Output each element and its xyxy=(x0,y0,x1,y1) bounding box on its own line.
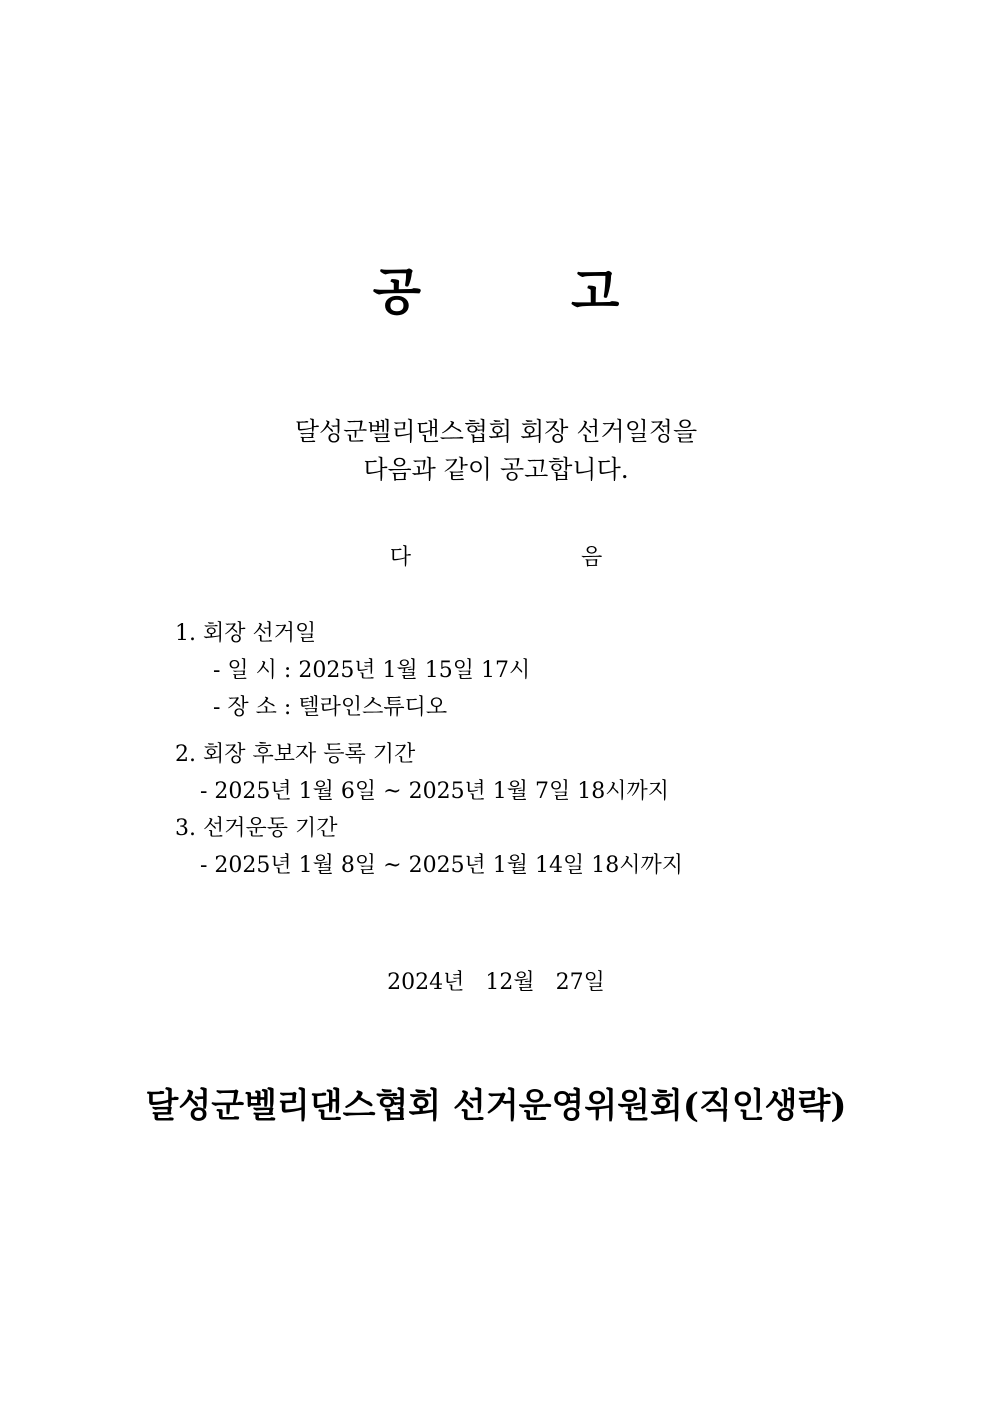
item-1-datetime: - 일 시 : 2025년 1월 15일 17시 xyxy=(213,658,531,683)
item-2-period: - 2025년 1월 6일 ~ 2025년 1월 7일 18시까지 xyxy=(200,779,670,804)
notice-title-left: 공 xyxy=(372,262,421,321)
section-heading xyxy=(0,543,992,573)
item-2-title: 2. 회장 후보자 등록 기간 xyxy=(175,742,416,767)
notice-title-right: 고 xyxy=(571,262,620,321)
notice-intro xyxy=(0,413,992,489)
item-3-title: 3. 선거운동 기간 xyxy=(175,816,338,841)
intro-line-2: 다음과 같이 공고합니다. xyxy=(363,455,629,484)
intro-line-1: 달성군벨리댄스협회 회장 선거일정을 xyxy=(294,417,698,446)
item-3-period: - 2025년 1월 8일 ~ 2025년 1월 14일 18시까지 xyxy=(200,853,684,878)
item-1-title: 1. 회장 선거일 xyxy=(175,621,317,646)
heading-left: 다 xyxy=(389,545,411,570)
notice-date: 2024년 12월 27일 xyxy=(387,970,605,995)
heading-right: 음 xyxy=(581,545,603,570)
issuer-signature: 달성군벨리댄스협회 선거운영위원회(직인생략) xyxy=(145,1086,847,1126)
notice-title xyxy=(0,262,992,322)
schedule-items xyxy=(175,615,683,884)
item-1-place: - 장 소 : 텔라인스튜디오 xyxy=(213,695,448,720)
